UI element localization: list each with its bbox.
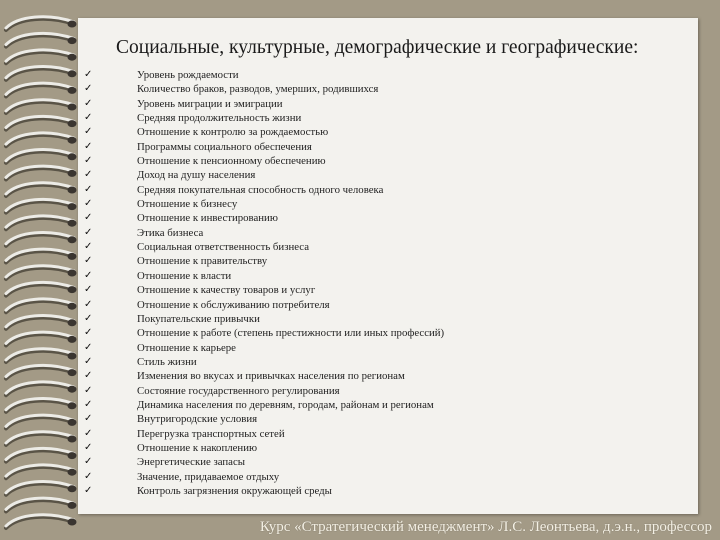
course-footer: Курс «Стратегический менеджмент» Л.С. Леонтьева, д.э.н., профессор [259,519,712,535]
binding-ring [6,33,77,46]
list-item-label: Покупательские привычки [137,312,260,325]
list-item [84,384,694,398]
checkmark-icon: ✓ [84,140,93,152]
checkmark-icon: ✓ [84,456,93,468]
list-item-label: Этика бизнеса [137,226,204,239]
binding-ring [6,382,77,395]
list-item-label: Отношение к карьере [137,341,236,354]
list-item [84,326,694,340]
slide-title: Социальные, культурные, демографические и географические: [116,37,639,58]
checkmark-icon: ✓ [84,169,93,181]
list-item [84,470,694,484]
list-item-label: Отношение к работе (степень престижности или иных профессий) [137,327,445,340]
spiral-binding [0,0,86,540]
list-item [84,197,694,211]
list-item [84,398,694,412]
checkmark-icon: ✓ [84,83,93,95]
binding-ring [6,316,77,329]
list-item-label: Контроль загрязнения окружающей среды [137,484,332,497]
checkmark-icon: ✓ [84,484,93,496]
list-item [84,441,694,455]
list-item [84,154,694,168]
list-item [84,455,694,469]
list-item-label: Отношение к качеству товаров и услуг [137,284,316,297]
binding-ring [6,299,77,312]
list-item-label: Динамика населения по деревням, городам, районам и регионам [137,398,434,411]
list-item-label: Количество браков, разводов, умерших, родившихся [137,83,379,96]
checkmark-icon: ✓ [84,198,93,210]
binding-ring [6,365,77,378]
checkmark-icon: ✓ [84,284,93,296]
list-item-label: Средняя покупательная способность одного человека [137,183,384,196]
binding-ring [6,399,77,412]
checkmark-icon: ✓ [84,155,93,167]
binding-ring [6,282,77,295]
list-item [84,427,694,441]
list-item-label: Отношение к накоплению [137,441,258,454]
list-item-label: Социальная ответственность бизнеса [137,241,310,254]
checkmark-icon: ✓ [84,441,93,453]
checkmark-icon: ✓ [84,97,93,109]
list-item [84,240,694,254]
list-item [84,183,694,197]
list-item [84,412,694,426]
list-item-label: Энергетические запасы [137,456,246,469]
list-item-label: Отношение к бизнесу [137,198,238,211]
list-item-label: Значение, придаваемое отдыху [137,470,280,483]
binding-ring [6,498,77,511]
checkmark-icon: ✓ [84,298,93,310]
list-item [84,68,694,82]
list-item-label: Отношение к инвестированию [137,212,278,225]
checkmark-icon: ✓ [84,69,93,80]
list-item-label: Изменения во вкусах и привычках населения по регионам [137,370,405,383]
checkmark-icon: ✓ [84,355,93,367]
binding-ring [6,166,77,179]
binding-ring [6,332,77,345]
list-item [84,125,694,139]
list-item [84,312,694,326]
list-item [84,484,694,498]
list-item [84,254,694,268]
binding-ring [6,249,77,262]
binding-ring [6,133,77,146]
binding-ring [6,415,77,428]
list-item-label: Программы социального обеспечения [137,140,312,153]
checkmark-icon: ✓ [84,126,93,138]
list-item [84,211,694,225]
binding-ring [6,67,77,80]
binding-ring [6,266,77,279]
list-item-label: Отношение к пенсионному обеспечению [137,155,326,168]
list-item-label: Отношение к обслуживанию потребителя [137,298,330,311]
checkmark-icon: ✓ [84,384,93,396]
binding-ring [6,448,77,461]
checkmark-icon: ✓ [84,183,93,195]
binding-ring [6,183,77,196]
list-item-label: Доход на душу населения [137,169,256,182]
checkmark-icon: ✓ [84,112,93,124]
checkmark-icon: ✓ [84,341,93,353]
list-item [84,355,694,369]
checkmark-icon: ✓ [84,327,93,339]
list-item-label: Внутригородские условия [137,413,258,426]
checkmark-icon: ✓ [84,427,93,439]
binding-ring [6,349,77,362]
list-item [84,140,694,154]
binding-ring [6,199,77,212]
list-item [84,269,694,283]
binding-ring [6,515,77,528]
checkmark-icon: ✓ [84,226,93,238]
checkmark-icon: ✓ [84,255,93,267]
binding-ring [6,432,77,445]
binding-ring [6,100,77,113]
binding-ring [6,50,77,63]
list-item-label: Уровень рождаемости [137,69,239,81]
list-item-label: Стиль жизни [137,355,197,368]
list-item [84,283,694,297]
checkmark-icon: ✓ [84,413,93,425]
checkmark-icon: ✓ [84,312,93,324]
list-item-label: Уровень миграции и эмиграции [137,97,283,110]
list-item [84,82,694,96]
checkmark-icon: ✓ [84,269,93,281]
list-item [84,226,694,240]
list-item-label: Средняя продолжительность жизни [137,112,302,125]
checkmark-icon: ✓ [84,212,93,224]
binding-ring [6,17,77,30]
checkmark-icon: ✓ [84,370,93,382]
binding-ring [6,465,77,478]
binding-ring [6,116,77,129]
list-item [84,111,694,125]
list-item-label: Отношение к власти [137,269,232,282]
list-item-label: Состояние государственного регулирования [137,384,340,397]
list-item-label: Перегрузка транспортных сетей [137,427,285,440]
binding-ring [6,482,77,495]
binding-ring [6,83,77,96]
checkmark-icon: ✓ [84,398,93,410]
list-item-label: Отношение к правительству [137,255,268,268]
checkmark-icon: ✓ [84,470,93,482]
binding-ring [6,233,77,246]
list-item [84,298,694,312]
checklist [84,68,694,498]
list-item [84,341,694,355]
list-item-label: Отношение к контролю за рождаемостью [137,126,329,139]
binding-ring [6,150,77,163]
checkmark-icon: ✓ [84,241,93,253]
binding-ring [6,216,77,229]
list-item [84,97,694,111]
list-item [84,168,694,182]
list-item [84,369,694,383]
